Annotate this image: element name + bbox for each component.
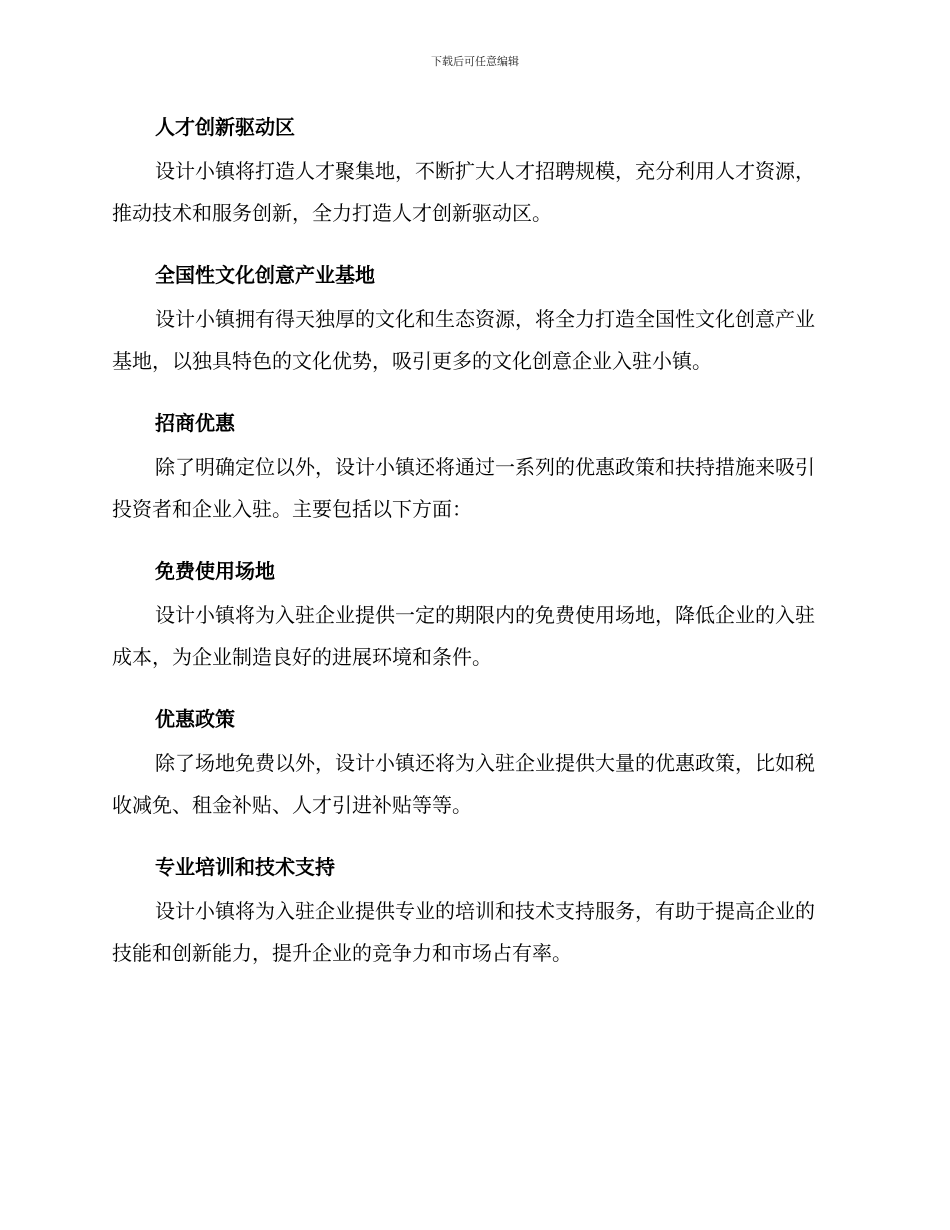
section-paragraph-free-venue: 设计小镇将为入驻企业提供一定的期限内的免费使用场地，降低企业的入驻成本，为企业制造良好的进展环境和条件。 — [112, 603, 815, 669]
page-header: 下载后可任意编辑 — [431, 55, 519, 68]
section-heading-investment-incentives: 招商优惠 — [155, 411, 235, 435]
section-heading-training-support: 专业培训和技术支持 — [155, 855, 335, 879]
section-paragraph-talent-innovation: 设计小镇将打造人才聚集地，不断扩大人才招聘规模，充分利用人才资源，推动技术和服务创新，全力打造人才创新驱动区。 — [112, 159, 815, 225]
section-heading-cultural-creative-base: 全国性文化创意产业基地 — [155, 263, 375, 287]
section-paragraph-cultural-creative-base: 设计小镇拥有得天独厚的文化和生态资源，将全力打造全国性文化创意产业基地，以独具特色的文化优势，吸引更多的文化创意企业入驻小镇。 — [112, 307, 815, 373]
section-heading-preferential-policies: 优惠政策 — [155, 707, 235, 731]
section-heading-free-venue: 免费使用场地 — [155, 559, 275, 583]
section-paragraph-preferential-policies: 除了场地免费以外，设计小镇还将为入驻企业提供大量的优惠政策，比如税收减免、租金补贴、人才引进补贴等等。 — [112, 751, 815, 817]
section-paragraph-investment-incentives: 除了明确定位以外，设计小镇还将通过一系列的优惠政策和扶持措施来吸引投资者和企业入驻。主要包括以下方面： — [112, 455, 815, 521]
section-paragraph-training-support: 设计小镇将为入驻企业提供专业的培训和技术支持服务，有助于提高企业的技能和创新能力，提升企业的竞争力和市场占有率。 — [112, 899, 815, 965]
section-heading-talent-innovation: 人才创新驱动区 — [155, 115, 295, 139]
document-body — [112, 108, 834, 996]
